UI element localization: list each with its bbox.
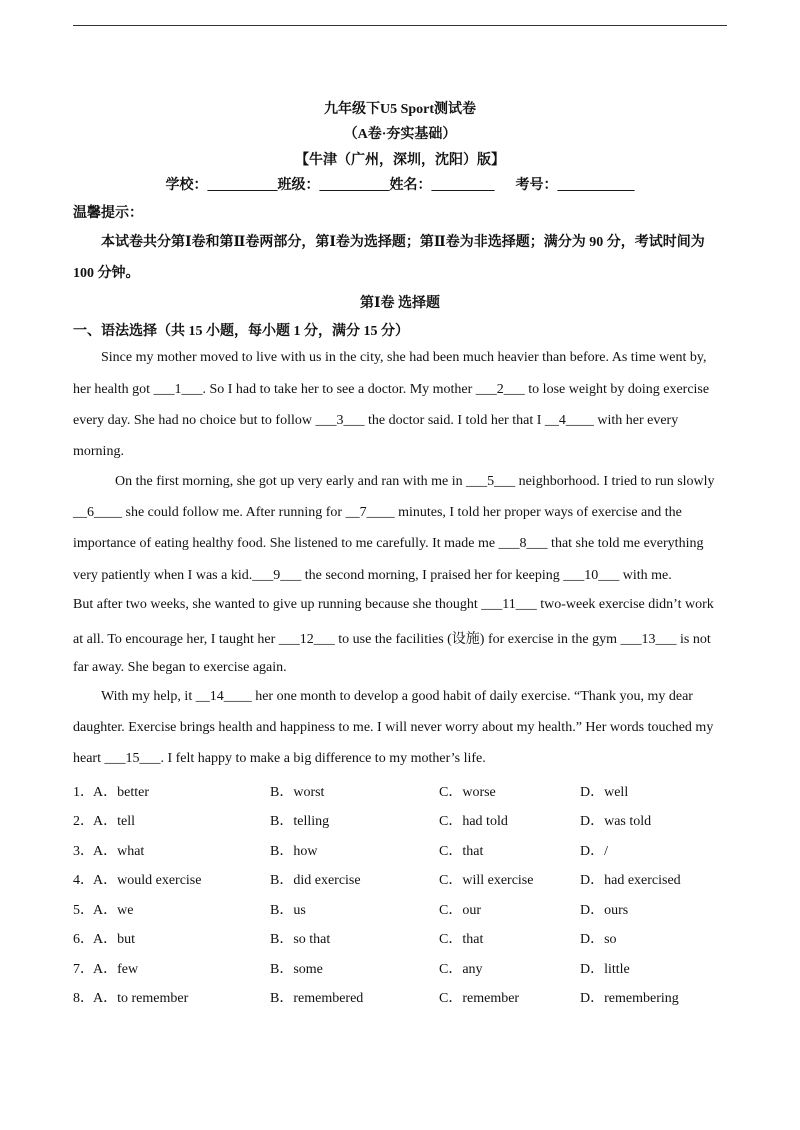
option-c[interactable]: C．remember: [439, 991, 520, 1006]
option-d[interactable]: D．/: [580, 844, 608, 859]
option-c[interactable]: C．any: [439, 962, 483, 977]
option-c[interactable]: C．worse: [439, 785, 496, 800]
option-d[interactable]: D．little: [580, 962, 630, 977]
option-b[interactable]: B．how: [270, 844, 318, 859]
option-c[interactable]: C．had told: [439, 814, 508, 829]
option-a[interactable]: A．but: [93, 932, 135, 947]
passage-line: far away. She began to exercise again.: [73, 660, 287, 675]
notice-heading: 温馨提示：: [73, 206, 143, 221]
passage-line: heart ___15___. I felt happy to make a big difference to my mother’s life.: [73, 751, 486, 766]
option-a[interactable]: A．better: [93, 785, 149, 800]
passage-line: With my help, it __14____ her one month to develop a good habit of daily exercise. “Thank you, my dear: [101, 689, 693, 704]
question-number: 6．: [73, 932, 94, 947]
question-number: 4．: [73, 873, 94, 888]
question-row-2: [73, 810, 733, 830]
passage-line: Since my mother moved to live with us in the city, she had been much heavier than before. As time went by,: [101, 350, 707, 365]
option-b[interactable]: B．so that: [270, 932, 331, 947]
notice-line-2: 100 分钟。: [73, 266, 140, 281]
question-number: 3．: [73, 844, 94, 859]
question-row-8: [73, 987, 733, 1007]
option-b[interactable]: B．worst: [270, 785, 325, 800]
question-row-7: [73, 958, 733, 978]
question-row-6: [73, 928, 733, 948]
passage-line: On the first morning, she got up very early and ran with me in ___5___ neighborhood. I tried to run slowly: [115, 474, 715, 489]
option-b[interactable]: B．did exercise: [270, 873, 361, 888]
option-c[interactable]: C．will exercise: [439, 873, 534, 888]
option-b[interactable]: B．us: [270, 903, 306, 918]
document-subtitle: （A卷·夯实基础）: [343, 127, 457, 142]
question-number: 7．: [73, 962, 94, 977]
question-row-4: [73, 869, 733, 889]
option-d[interactable]: D．remembering: [580, 991, 679, 1006]
passage-line: every day. She had no choice but to follow ___3___ the doctor said. I told her that I __4____ with her every: [73, 413, 679, 428]
section-title: 一、语法选择（共 15 小题，每小题 1 分，满分 15 分）: [73, 324, 409, 339]
question-number: 8．: [73, 991, 94, 1006]
option-a[interactable]: A．what: [93, 844, 145, 859]
option-d[interactable]: D．was told: [580, 814, 652, 829]
document-title: 九年级下U5 Sport测试卷: [323, 102, 477, 117]
option-d[interactable]: D．had exercised: [580, 873, 681, 888]
question-row-5: [73, 899, 733, 919]
option-a[interactable]: A．to remember: [93, 991, 189, 1006]
passage-line: importance of eating healthy food. She listened to me carefully. It made me ___8___ that she told me everything: [73, 536, 704, 551]
option-b[interactable]: B．remembered: [270, 991, 364, 1006]
passage-line: daughter. Exercise brings health and happiness to me. I will never worry about my health.” Her words touched my: [73, 720, 714, 735]
notice-line-1: 本试卷共分第Ⅰ卷和第Ⅱ卷两部分，第Ⅰ卷为选择题；第Ⅱ卷为非选择题；满分为 90 分，考试时间为: [101, 235, 705, 250]
option-d[interactable]: D．well: [580, 785, 629, 800]
header-rule: [73, 25, 727, 26]
student-info-line: 学校：__________班级：__________姓名：_________ 考号：___________: [165, 178, 635, 193]
option-a[interactable]: A．would exercise: [93, 873, 202, 888]
question-row-1: [73, 781, 733, 801]
question-number: 1．: [73, 785, 94, 800]
question-number: 2．: [73, 814, 94, 829]
part-title: 第Ⅰ卷 选择题: [359, 296, 441, 311]
option-d[interactable]: D．ours: [580, 903, 629, 918]
option-c[interactable]: C．that: [439, 844, 484, 859]
passage-line: But after two weeks, she wanted to give up running because she thought ___11___ two-week exercise didn’t work: [73, 597, 714, 612]
option-b[interactable]: B．some: [270, 962, 323, 977]
option-a[interactable]: A．tell: [93, 814, 135, 829]
option-d[interactable]: D．so: [580, 932, 617, 947]
passage-line: morning.: [73, 444, 124, 459]
option-b[interactable]: B．telling: [270, 814, 330, 829]
option-a[interactable]: A．few: [93, 962, 139, 977]
edition-label: 【牛津（广州，深圳，沈阳）版】: [295, 153, 505, 168]
option-c[interactable]: C．that: [439, 932, 484, 947]
option-c[interactable]: C．our: [439, 903, 481, 918]
passage-line: at all. To encourage her, I taught her ___12___ to use the facilities (设施) for exercise in the gym ___13___ is not: [73, 632, 711, 647]
passage-line: __6____ she could follow me. After running for __7____ minutes, I told her proper ways of exercise and the: [73, 505, 682, 520]
option-a[interactable]: A．we: [93, 903, 134, 918]
passage-line: very patiently when I was a kid.___9___ the second morning, I praised her for keeping ___10___ with me.: [73, 568, 672, 583]
passage-line: her health got ___1___. So I had to take her to see a doctor. My mother ___2___ to lose weight by doing exercise: [73, 382, 710, 397]
question-number: 5．: [73, 903, 94, 918]
question-row-3: [73, 840, 733, 860]
